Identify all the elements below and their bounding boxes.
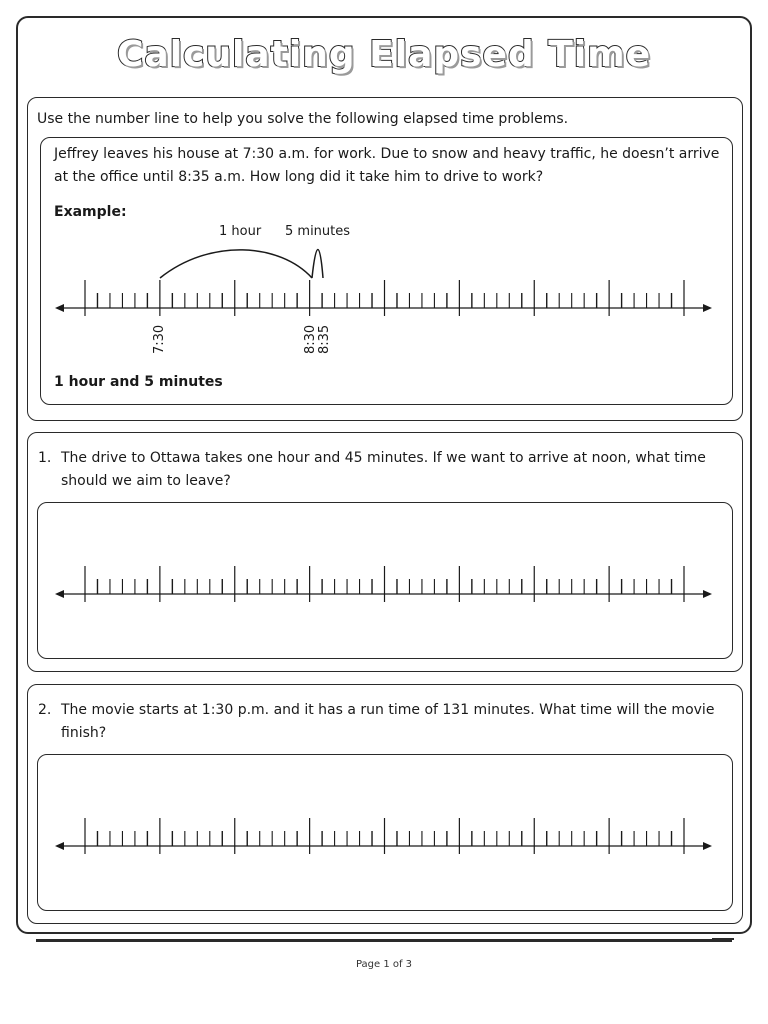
question-2-text: The movie starts at 1:30 p.m. and it has a run time of 131 minutes. What time will the movie finish? [61, 702, 715, 741]
example-scenario: Jeffrey leaves his house at 7:30 a.m. for work. Due to snow and heavy traffic, he doesn’t arrive at the office until 8:35 a.m. How long did it take him to drive to work? [54, 146, 720, 185]
footer-divider-end [712, 938, 734, 940]
question-1-number: 1. [38, 450, 52, 466]
example-answer: 1 hour and 5 minutes [54, 374, 223, 390]
left-arrow-icon [55, 590, 64, 598]
arc-label-hour: 1 hour [219, 224, 262, 239]
left-arrow-icon [55, 304, 64, 312]
tick-label-730: 7:30 [152, 324, 167, 354]
question-2-number-line [50, 796, 720, 896]
page-number: Page 1 of 3 [355, 959, 413, 970]
example-number-line [50, 258, 720, 358]
arc-label-minutes: 5 minutes [285, 224, 351, 239]
tick-label-835: 8:35 [317, 324, 332, 354]
page-title: Calculating Elapsed Time [116, 34, 652, 75]
instructions: Use the number line to help you solve the following elapsed time problems. [37, 111, 569, 127]
question-2-number: 2. [38, 702, 52, 718]
right-arrow-icon [703, 590, 712, 598]
footer-divider [36, 939, 732, 942]
question-1-number-line [50, 544, 720, 644]
example-label: Example: [54, 204, 127, 220]
left-arrow-icon [55, 842, 64, 850]
question-1-text: The drive to Ottawa takes one hour and 45 minutes. If we want to arrive at noon, what time should we aim to leave? [61, 450, 706, 489]
tick-label-830: 8:30 [303, 324, 318, 354]
right-arrow-icon [703, 842, 712, 850]
right-arrow-icon [703, 304, 712, 312]
